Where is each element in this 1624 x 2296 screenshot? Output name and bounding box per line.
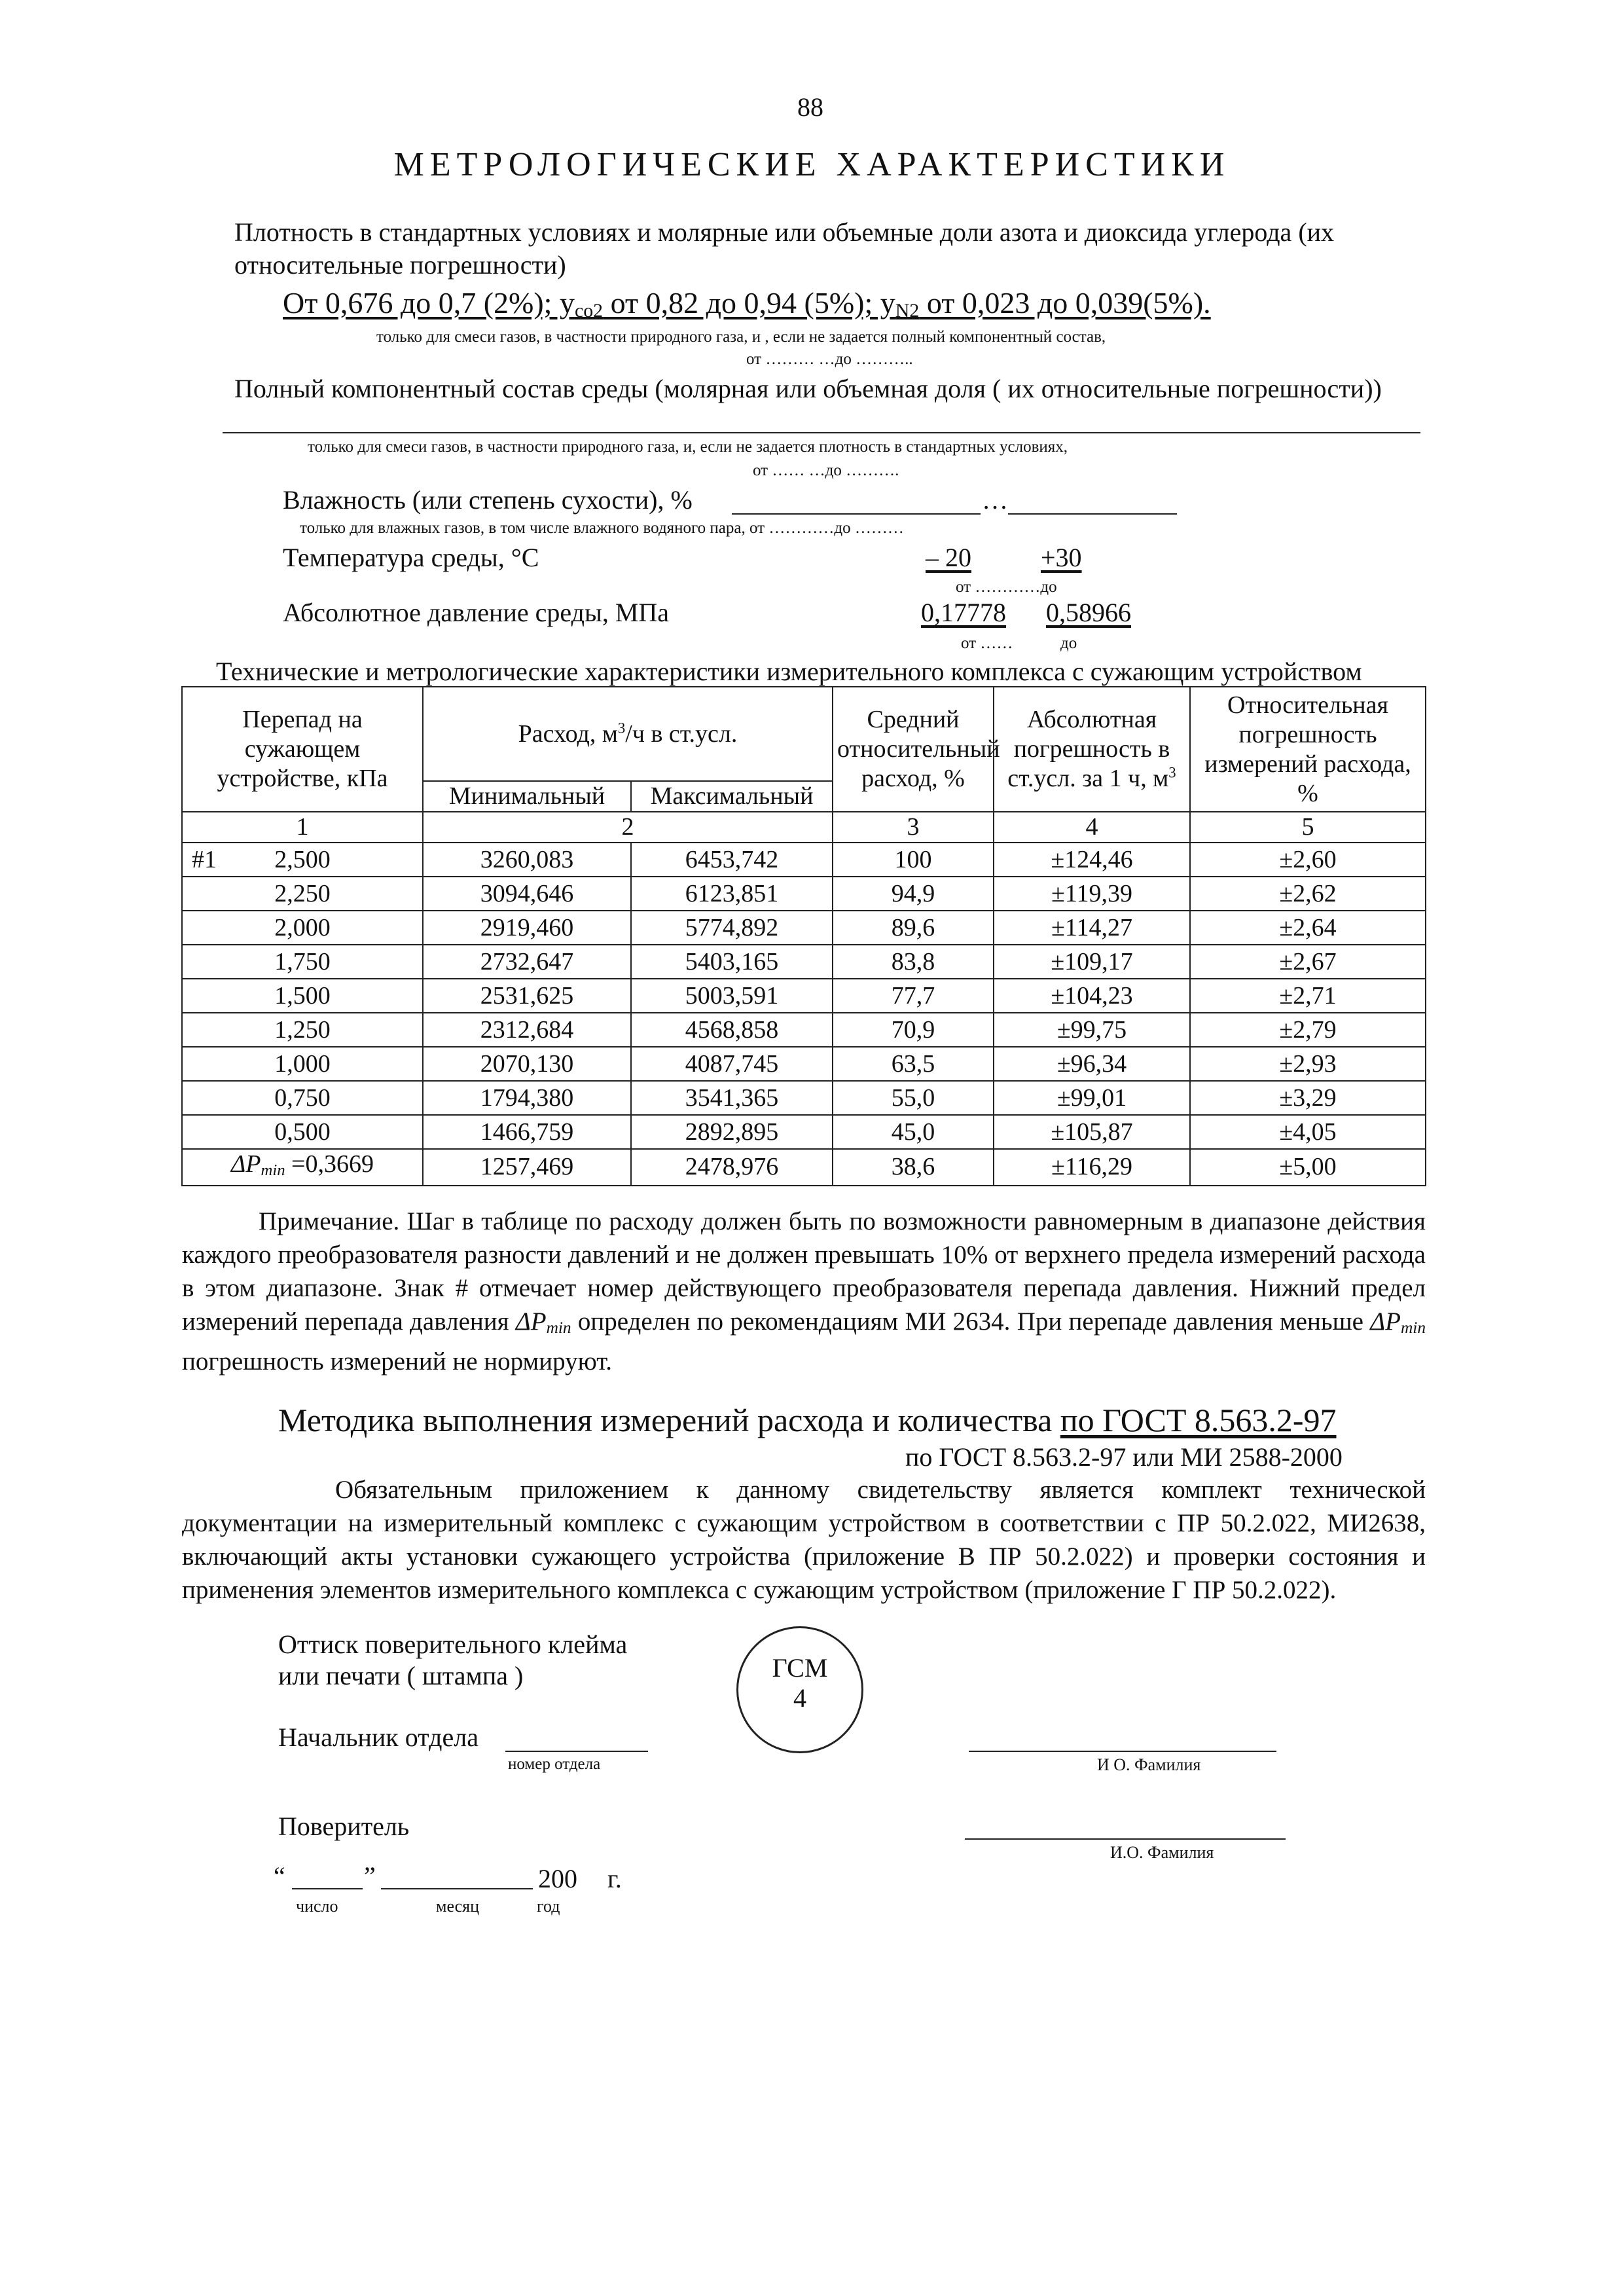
cell-rel: ±2,93 <box>1190 1047 1426 1081</box>
cell-avg: 63,5 <box>833 1047 994 1081</box>
cell-avg: 38,6 <box>833 1149 994 1186</box>
temperature-to: +30 <box>1041 543 1082 572</box>
cell-drop <box>182 945 423 979</box>
cell-max: 4568,858 <box>631 1013 833 1047</box>
cell-avg: 100 <box>833 843 994 877</box>
density-values-c: от 0,023 до 0,039(5%). <box>919 286 1211 319</box>
header-drop-text: Перепад на сужающем устройстве, кПа <box>217 706 388 792</box>
cell-min: 2312,684 <box>423 1013 631 1047</box>
cell-avg: 70,9 <box>833 1013 994 1047</box>
humidity-label: Влажность (или степень сухости), % <box>283 485 693 515</box>
cell-rel: ±3,29 <box>1190 1081 1426 1115</box>
cell-rel: ±2,71 <box>1190 979 1426 1013</box>
header-abs <box>994 687 1190 812</box>
page-number: 88 <box>797 92 823 122</box>
cell-rel: ±4,05 <box>1190 1115 1426 1149</box>
cell-abs: ±114,27 <box>994 911 1190 945</box>
cell-max: 3541,365 <box>631 1081 833 1115</box>
cell-rel: ±2,64 <box>1190 911 1426 945</box>
humidity-line-2 <box>1008 513 1177 515</box>
density-note: только для смеси газов, в частности природного газа, и , если не задается полный компонентный состав, <box>376 328 1106 346</box>
active-transducer-mark: #1 <box>192 845 217 873</box>
col-number-2: 2 <box>423 812 833 843</box>
table-row <box>182 1081 1426 1115</box>
cell-min: 3094,646 <box>423 877 631 911</box>
table-row <box>182 979 1426 1013</box>
stamp-label-2: или печати ( штампа ) <box>278 1661 524 1690</box>
name-hint-1: И О. Фамилия <box>1097 1755 1201 1774</box>
table-row-min <box>182 1149 1426 1186</box>
cell-avg: 89,6 <box>833 911 994 945</box>
col-number-1: 1 <box>182 812 423 843</box>
density-description: Плотность в стандартных условиях и молярные или объемные доли азота и диоксида углерода (их относительные погрешности) <box>234 217 1335 280</box>
cell-abs: ±124,46 <box>994 843 1190 877</box>
drop-value: 2,250 <box>274 879 331 907</box>
cell-drop <box>182 843 423 877</box>
methodology-title-b: по ГОСТ 8.563.2-97 <box>1060 1402 1337 1438</box>
composition-label: Полный компонентный состав среды (молярная или объемная доля ( их относительные погрешности)) <box>234 374 1382 403</box>
temperature-from: – 20 <box>926 543 971 572</box>
density-values-b: от 0,82 до 0,94 (5%); y <box>603 286 895 319</box>
note-dp-1: ΔP <box>515 1307 547 1336</box>
methodology-title-a: Методика выполнения измерений расхода и количества <box>278 1402 1060 1438</box>
col-number-5: 5 <box>1190 812 1426 843</box>
head-label: Начальник отдела <box>278 1722 478 1752</box>
cell-rel: ±2,62 <box>1190 877 1426 911</box>
cell-rel: ±2,60 <box>1190 843 1426 877</box>
month-hint: месяц <box>436 1897 480 1916</box>
col-number-3: 3 <box>833 812 994 843</box>
composition-range-hint: от …… …до ………. <box>753 462 899 479</box>
cell-rel: ±2,67 <box>1190 945 1426 979</box>
appendix-text: Обязательным приложением к данному свидетельству является комплект технической документации на измерительный комплекс с сужающим устройством в соответствии с ПР 50.2.022, МИ2638, включающий акты установки сужающего устройства (приложение В ПР 50.2.022) и проверки состояния и применения элементов измерительного комплекса с сужающим устройством (приложение Г ПР 50.2.022). <box>182 1476 1426 1604</box>
pressure-hint-to: до <box>1060 634 1077 652</box>
table-caption: Технические и метрологические характеристики измерительного комплекса с сужающим устройством <box>216 657 1362 686</box>
pressure-hint-from: от …… <box>961 634 1013 652</box>
drop-value: 1,000 <box>274 1049 331 1078</box>
cell-rel: ±2,79 <box>1190 1013 1426 1047</box>
cell-abs: ±99,75 <box>994 1013 1190 1047</box>
header-flow-a: Расход, м <box>518 720 618 748</box>
n2-subscript: N2 <box>895 299 920 321</box>
table-row <box>182 877 1426 911</box>
pressure-to: 0,58966 <box>1046 598 1131 627</box>
note-part3: погрешность измерений не нормируют. <box>182 1347 613 1376</box>
cell-max: 5003,591 <box>631 979 833 1013</box>
cell-drop <box>182 1047 423 1081</box>
temperature-hint: от …………до <box>956 578 1057 596</box>
cell-max: 2478,976 <box>631 1149 833 1186</box>
cell-drop <box>182 1013 423 1047</box>
year-value: 200 <box>538 1864 577 1893</box>
dp-symbol: ΔP <box>231 1150 261 1178</box>
cell-avg: 83,8 <box>833 945 994 979</box>
day-line <box>292 1888 363 1889</box>
header-rel <box>1190 687 1426 812</box>
stamp-text-1: ГСМ <box>772 1653 828 1683</box>
cell-avg: 94,9 <box>833 877 994 911</box>
cell-drop-min <box>182 1149 423 1186</box>
cell-drop <box>182 877 423 911</box>
methodology-subtitle: по ГОСТ 8.563.2-97 или МИ 2588-2000 <box>905 1442 1343 1472</box>
page-title: МЕТРОЛОГИЧЕСКИЕ ХАРАКТЕРИСТИКИ <box>393 146 1231 183</box>
cell-max: 4087,745 <box>631 1047 833 1081</box>
composition-line <box>223 432 1420 433</box>
header-abs-wrap <box>998 705 1185 793</box>
humidity-note: только для влажных газов, в том числе влажного водяного пара, от …………до ……… <box>300 519 904 537</box>
stamp-label-1: Оттиск поверительного клейма <box>278 1630 628 1659</box>
note-part2: определен по рекомендациям МИ 2634. При перепаде давления меньше <box>571 1307 1371 1336</box>
stamp-text-2: 4 <box>793 1683 806 1713</box>
quote-close: ” <box>364 1861 376 1891</box>
appendix-paragraph <box>182 1473 1426 1607</box>
cell-max: 6123,851 <box>631 877 833 911</box>
cell-avg: 55,0 <box>833 1081 994 1115</box>
cell-max: 2892,895 <box>631 1115 833 1149</box>
header-rel-text: Относительная погрешность измерений расхода, % <box>1204 691 1411 807</box>
cell-min: 2732,647 <box>423 945 631 979</box>
cell-abs: ±109,17 <box>994 945 1190 979</box>
header-max: Максимальный <box>631 781 833 812</box>
month-line <box>381 1888 533 1889</box>
cell-rel: ±5,00 <box>1190 1149 1426 1186</box>
dept-hint: номер отдела <box>508 1755 601 1773</box>
cell-drop <box>182 1115 423 1149</box>
header-abs-text: Абсолютная погрешность в ст.усл. за 1 ч, м <box>1007 706 1170 792</box>
col-number-4: 4 <box>994 812 1190 843</box>
note-paragraph <box>182 1205 1426 1378</box>
year-suffix: г. <box>607 1864 622 1893</box>
header-avg <box>833 687 1000 812</box>
note-dp-2: ΔP <box>1370 1307 1401 1336</box>
cell-min: 1794,380 <box>423 1081 631 1115</box>
density-range-hint: от ……… …до ……….. <box>746 350 913 368</box>
cell-avg: 77,7 <box>833 979 994 1013</box>
cell-abs: ±104,23 <box>994 979 1190 1013</box>
cell-min: 2531,625 <box>423 979 631 1013</box>
note-dp-sub-1: min <box>546 1319 571 1338</box>
table-body <box>182 843 1426 1149</box>
table-header-row <box>182 687 1426 781</box>
methodology-title <box>278 1401 1337 1439</box>
cell-max: 5774,892 <box>631 911 833 945</box>
day-hint: число <box>296 1897 338 1916</box>
dp-sub: min <box>261 1161 285 1179</box>
header-min: Минимальный <box>423 781 631 812</box>
cell-abs: ±105,87 <box>994 1115 1190 1149</box>
cell-abs: ±99,01 <box>994 1081 1190 1115</box>
cell-min: 2070,130 <box>423 1047 631 1081</box>
table-row <box>182 1047 1426 1081</box>
humidity-dots: … <box>982 485 1008 515</box>
drop-value: 1,500 <box>274 981 331 1010</box>
verifier-signature-line <box>965 1838 1286 1840</box>
table-row <box>182 1115 1426 1149</box>
pressure-from: 0,17778 <box>921 598 1006 627</box>
drop-value: 2,500 <box>274 845 331 873</box>
cell-min: 3260,083 <box>423 843 631 877</box>
table-row <box>182 1013 1426 1047</box>
humidity-line-1 <box>732 513 981 515</box>
table-row <box>182 911 1426 945</box>
drop-value: 1,250 <box>274 1015 331 1044</box>
table-row <box>182 843 1426 877</box>
cell-abs: ±119,39 <box>994 877 1190 911</box>
density-values-a: От 0,676 до 0,7 (2%); y <box>283 286 575 319</box>
note-dp-sub-2: min <box>1400 1319 1426 1338</box>
density-values <box>283 285 1211 329</box>
table-row <box>182 945 1426 979</box>
dept-line <box>505 1751 648 1752</box>
cell-abs: ±116,29 <box>994 1149 1190 1186</box>
drop-value: 0,500 <box>274 1118 331 1146</box>
cell-min: 1466,759 <box>423 1115 631 1149</box>
cell-abs: ±96,34 <box>994 1047 1190 1081</box>
header-avg-text: Средний относительный расход, % <box>837 706 1000 792</box>
cell-drop <box>182 911 423 945</box>
dp-value: =0,3669 <box>285 1150 374 1178</box>
header-flow-sup: 3 <box>617 719 626 736</box>
cell-drop <box>182 979 423 1013</box>
cell-min: 2919,460 <box>423 911 631 945</box>
header-flow <box>423 687 833 781</box>
header-drop <box>182 687 423 812</box>
pressure-label: Абсолютное давление среды, МПа <box>283 598 670 627</box>
composition-note: только для смеси газов, в частности природного газа, и, если не задается плотность в стандартных условиях, <box>308 438 1068 456</box>
cell-drop <box>182 1081 423 1115</box>
header-flow-b: /ч в ст.усл. <box>625 720 738 748</box>
verification-stamp <box>736 1626 863 1753</box>
verifier-label: Поверитель <box>278 1812 410 1841</box>
drop-value: 1,750 <box>274 947 331 975</box>
note-part1: Примечание. Шаг в таблице по расходу должен быть по возможности равномерным в диапазоне действия каждого преобразователя разности давлений и не должен превышать 10% от верхнего предела измерений расхода в этом диапазоне. Знак # отмечает номер действующего преобразователя перепада давления. Нижний предел измерений перепада давления <box>182 1207 1426 1336</box>
cell-max: 6453,742 <box>631 843 833 877</box>
cell-avg: 45,0 <box>833 1115 994 1149</box>
header-abs-sup: 3 <box>1168 764 1176 781</box>
cell-max: 5403,165 <box>631 945 833 979</box>
quote-open: “ <box>274 1861 285 1891</box>
temperature-label: Температура среды, °С <box>283 543 539 572</box>
drop-value: 2,000 <box>274 913 331 941</box>
year-hint: год <box>537 1897 560 1916</box>
flow-table <box>181 686 1426 1186</box>
drop-value: 0,750 <box>274 1084 331 1112</box>
head-signature-line <box>969 1751 1276 1752</box>
name-hint-2: И.О. Фамилия <box>1110 1843 1214 1862</box>
co2-subscript: co2 <box>574 299 604 321</box>
table-number-row <box>182 812 1426 843</box>
cell-min: 1257,469 <box>423 1149 631 1186</box>
